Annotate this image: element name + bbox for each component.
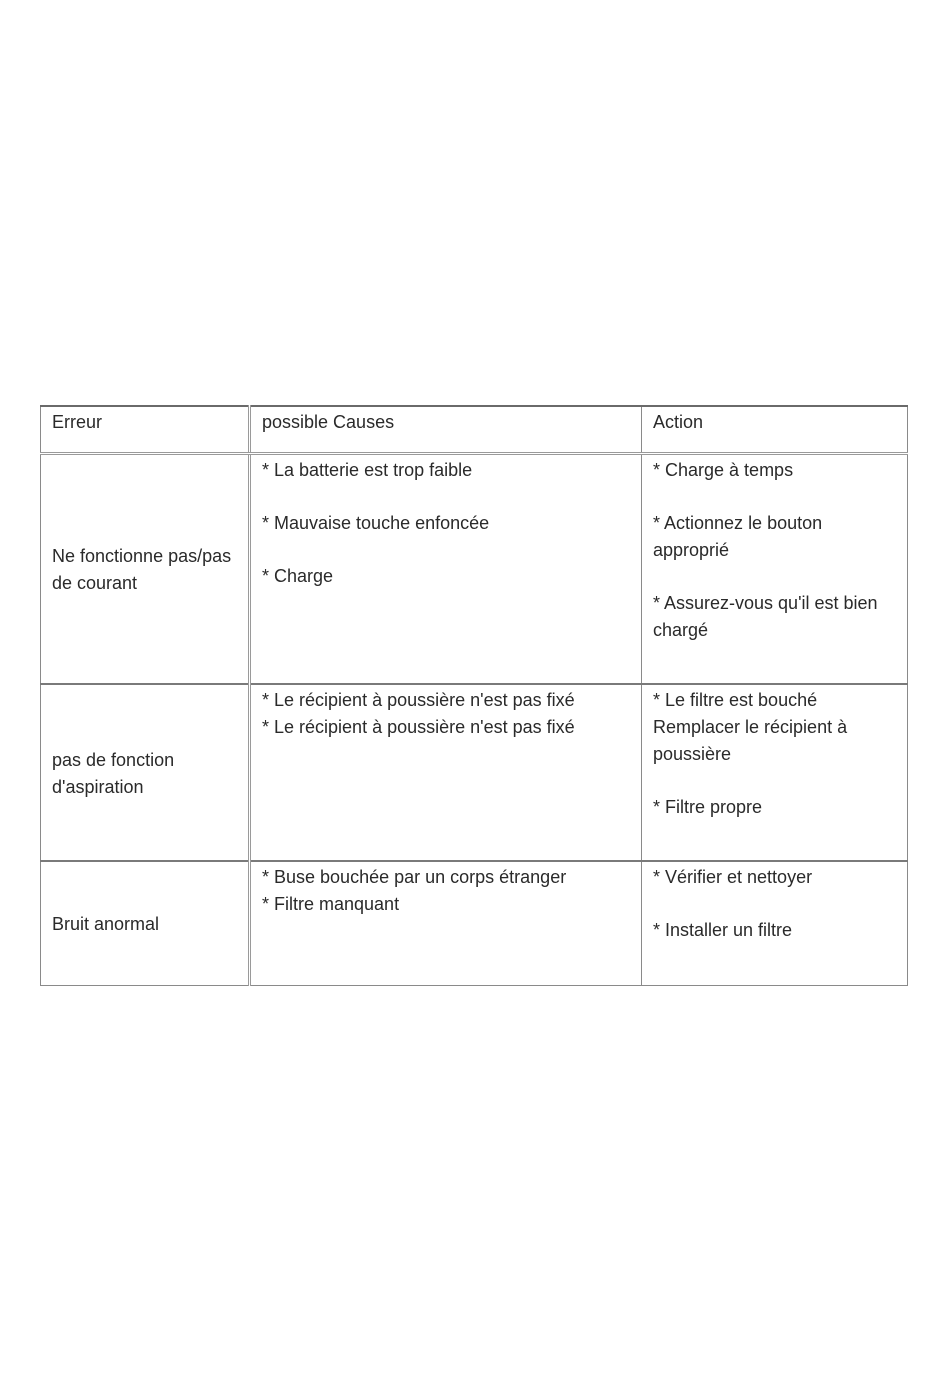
table-header-row: [41, 406, 908, 453]
cause-item: * Le récipient à poussière n'est pas fixé: [262, 717, 575, 737]
cause-item: * Mauvaise touche enfoncée: [262, 512, 490, 533]
error-text: pas de fonction d'aspiration: [52, 749, 175, 797]
causes-cell: [250, 861, 642, 985]
table-row: [41, 861, 908, 985]
error-cell: [41, 684, 250, 861]
action-item: * Vérifier et nettoyer: [653, 867, 813, 887]
cause-item: * Filtre manquant: [262, 894, 400, 914]
actions-cell: [642, 684, 908, 861]
action-item: * Filtre propre: [653, 797, 763, 817]
actions-cell: [642, 453, 908, 684]
error-text: Bruit anormal: [52, 913, 160, 934]
header-causes: possible Causes: [250, 406, 642, 453]
cause-item: * Le récipient à poussière n'est pas fixé: [262, 690, 575, 710]
actions-cell: [642, 861, 908, 985]
header-error: Erreur: [41, 406, 250, 453]
action-item: * Charge à temps: [653, 459, 794, 480]
troubleshooting-table: [40, 405, 908, 986]
cause-item: * La batterie est trop faible: [262, 459, 473, 480]
action-item: * Le filtre est bouché: [653, 690, 818, 710]
error-text: Ne fonctionne pas/pas de courant: [52, 545, 232, 593]
action-item: * Assurez-vous qu'il est bien chargé: [653, 592, 878, 640]
table-row: [41, 684, 908, 861]
causes-cell: [250, 453, 642, 684]
causes-cell: [250, 684, 642, 861]
cause-item: * Buse bouchée par un corps étranger: [262, 867, 567, 887]
table-row: [41, 453, 908, 684]
action-item: Remplacer le récipient à poussière: [653, 717, 848, 764]
action-item: * Actionnez le bouton approprié: [653, 512, 823, 560]
error-cell: [41, 453, 250, 684]
cause-item: * Charge: [262, 565, 334, 586]
error-cell: [41, 861, 250, 985]
action-item: * Installer un filtre: [653, 920, 793, 940]
header-action: Action: [642, 406, 908, 453]
